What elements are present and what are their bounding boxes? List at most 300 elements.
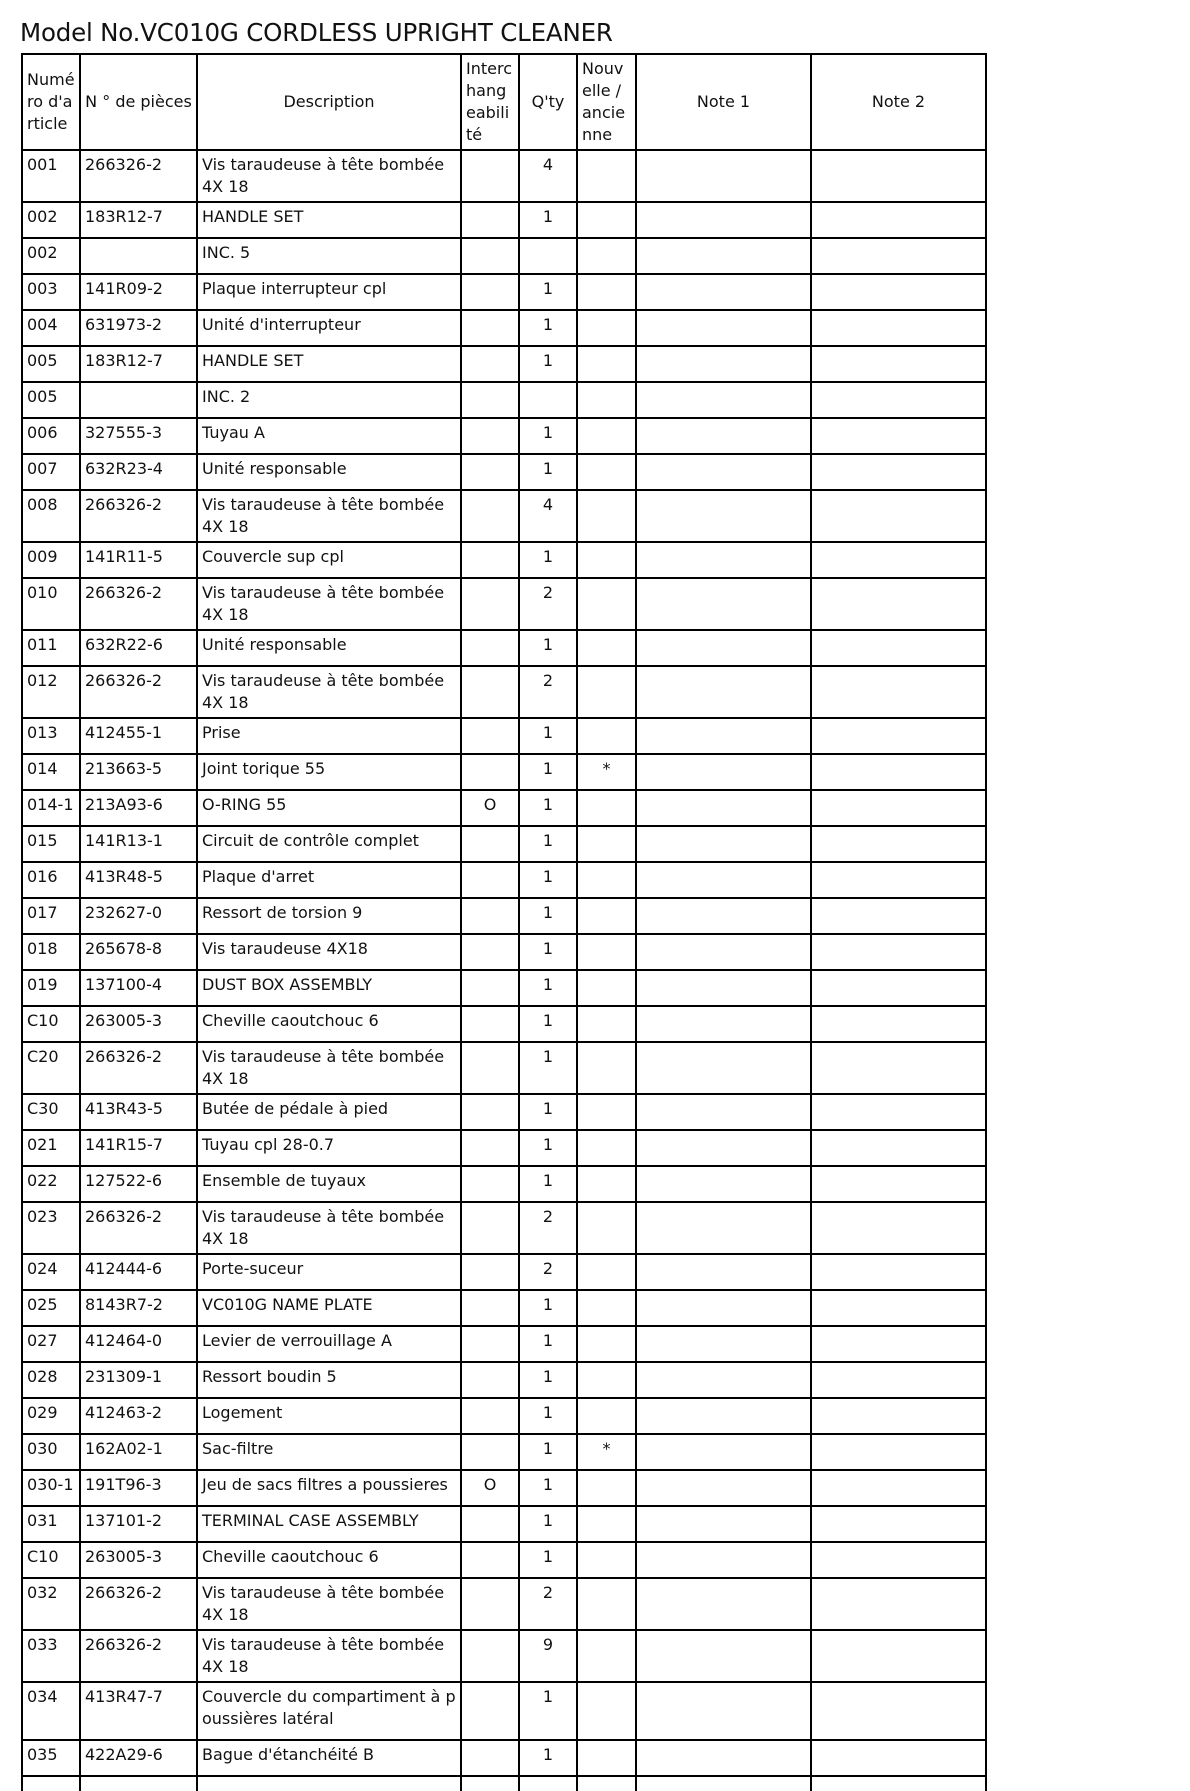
table-row	[22, 1506, 986, 1542]
cell-description: Vis taraudeuse à tête bombée 4X 18	[197, 150, 461, 202]
cell-description: Ressort de torsion 9	[197, 898, 461, 934]
cell-qty: 1	[519, 310, 577, 346]
cell-qty: 1	[519, 1042, 577, 1094]
cell-note2	[811, 1630, 986, 1682]
cell-new-old	[577, 1094, 636, 1130]
cell-description: Vis taraudeuse à tête bombée 4X 18	[197, 490, 461, 542]
cell-note2	[811, 1362, 986, 1398]
cell-new-old	[577, 862, 636, 898]
cell-new-old	[577, 274, 636, 310]
cell-interchangeability	[461, 310, 519, 346]
cell-item-no: 014-1	[22, 790, 80, 826]
cell-note2	[811, 630, 986, 666]
cell-item-no: 027	[22, 1326, 80, 1362]
cell-qty: 4	[519, 490, 577, 542]
table-row	[22, 1254, 986, 1290]
col-header-interchangeability: Interchangeabilité	[461, 54, 519, 150]
cell-interchangeability	[461, 542, 519, 578]
cell-note2	[811, 862, 986, 898]
parts-table-body	[22, 150, 986, 1791]
cell-part-no: 413R48-5	[80, 862, 197, 898]
cell-interchangeability	[461, 1542, 519, 1578]
cell-note2	[811, 1202, 986, 1254]
table-row	[22, 418, 986, 454]
cell-item-no: 005	[22, 346, 80, 382]
cell-part-no: 263005-3	[80, 1006, 197, 1042]
cell-note2	[811, 790, 986, 826]
col-header-item-no: Numéro d'article	[22, 54, 80, 150]
cell-part-no: 266326-2	[80, 666, 197, 718]
cell-note2	[811, 542, 986, 578]
cell-part-no: 137100-4	[80, 970, 197, 1006]
cell-note2	[811, 1470, 986, 1506]
cell-interchangeability	[461, 1630, 519, 1682]
table-row	[22, 1094, 986, 1130]
cutoff-cell	[811, 1776, 986, 1791]
cell-new-old	[577, 490, 636, 542]
cell-part-no: 137101-2	[80, 1506, 197, 1542]
cell-interchangeability	[461, 630, 519, 666]
table-row	[22, 862, 986, 898]
cell-item-no: 010	[22, 578, 80, 630]
cell-interchangeability	[461, 150, 519, 202]
page-title: Model No.VC010G CORDLESS UPRIGHT CLEANER	[20, 18, 613, 47]
cell-note2	[811, 274, 986, 310]
table-row	[22, 1398, 986, 1434]
cell-note1	[636, 1578, 811, 1630]
cell-new-old	[577, 1542, 636, 1578]
cell-description: Joint torique 55	[197, 754, 461, 790]
cell-item-no: 029	[22, 1398, 80, 1434]
cell-note1	[636, 970, 811, 1006]
cell-item-no: 004	[22, 310, 80, 346]
cell-qty: 2	[519, 1578, 577, 1630]
table-row	[22, 150, 986, 202]
cell-note1	[636, 490, 811, 542]
cell-note1	[636, 202, 811, 238]
cell-qty: 1	[519, 790, 577, 826]
table-row	[22, 454, 986, 490]
cell-note2	[811, 970, 986, 1006]
cell-description: Tuyau A	[197, 418, 461, 454]
table-header-row	[22, 54, 986, 150]
cell-note1	[636, 1042, 811, 1094]
cell-item-no: 021	[22, 1130, 80, 1166]
table-row	[22, 238, 986, 274]
cell-new-old	[577, 202, 636, 238]
cell-note1	[636, 542, 811, 578]
cell-qty: 1	[519, 1470, 577, 1506]
cell-note1	[636, 790, 811, 826]
cell-item-no: C20	[22, 1042, 80, 1094]
cell-description: Vis taraudeuse à tête bombée 4X 18	[197, 1042, 461, 1094]
cell-note1	[636, 578, 811, 630]
cell-description: TERMINAL CASE ASSEMBLY	[197, 1506, 461, 1542]
cell-qty: 2	[519, 666, 577, 718]
table-row	[22, 898, 986, 934]
cell-qty: 1	[519, 1398, 577, 1434]
cell-item-no: 007	[22, 454, 80, 490]
cell-new-old	[577, 1254, 636, 1290]
cell-new-old	[577, 1042, 636, 1094]
cell-note2	[811, 238, 986, 274]
cell-note1	[636, 346, 811, 382]
cell-description: Jeu de sacs filtres a poussieres	[197, 1470, 461, 1506]
cell-qty: 1	[519, 346, 577, 382]
cell-qty: 2	[519, 578, 577, 630]
cell-new-old	[577, 310, 636, 346]
cell-description: Sac-filtre	[197, 1434, 461, 1470]
cell-note1	[636, 1506, 811, 1542]
cell-part-no: 8143R7-2	[80, 1290, 197, 1326]
cell-description: HANDLE SET	[197, 202, 461, 238]
cell-new-old	[577, 1470, 636, 1506]
cell-description: Couvercle du compartiment à poussières latéral	[197, 1682, 461, 1740]
cell-interchangeability	[461, 1362, 519, 1398]
table-row	[22, 346, 986, 382]
cutoff-cell	[519, 1776, 577, 1791]
cell-new-old	[577, 1362, 636, 1398]
table-row	[22, 542, 986, 578]
cell-qty: 2	[519, 1254, 577, 1290]
cell-note2	[811, 666, 986, 718]
cell-note1	[636, 1630, 811, 1682]
cell-note1	[636, 454, 811, 490]
cell-item-no: 013	[22, 718, 80, 754]
cell-item-no: 014	[22, 754, 80, 790]
cell-part-no: 412444-6	[80, 1254, 197, 1290]
cell-interchangeability	[461, 454, 519, 490]
cell-interchangeability	[461, 934, 519, 970]
cell-description: Plaque d'arret	[197, 862, 461, 898]
cell-qty: 1	[519, 1434, 577, 1470]
cell-new-old: *	[577, 1434, 636, 1470]
cell-new-old	[577, 1202, 636, 1254]
table-row	[22, 1006, 986, 1042]
col-header-description: Description	[197, 54, 461, 150]
cell-note1	[636, 630, 811, 666]
cell-item-no: 008	[22, 490, 80, 542]
cell-interchangeability	[461, 1006, 519, 1042]
cell-description: Butée de pédale à pied	[197, 1094, 461, 1130]
cell-part-no: 632R23-4	[80, 454, 197, 490]
cell-item-no: 023	[22, 1202, 80, 1254]
cell-part-no: 183R12-7	[80, 202, 197, 238]
cell-item-no: 003	[22, 274, 80, 310]
cell-note2	[811, 418, 986, 454]
cell-description: Cheville caoutchouc 6	[197, 1542, 461, 1578]
cell-item-no: 019	[22, 970, 80, 1006]
cell-item-no: 035	[22, 1740, 80, 1776]
cutoff-cell	[80, 1776, 197, 1791]
cell-interchangeability	[461, 862, 519, 898]
cell-item-no: 018	[22, 934, 80, 970]
cell-note2	[811, 1166, 986, 1202]
cell-interchangeability	[461, 238, 519, 274]
cell-interchangeability	[461, 1130, 519, 1166]
cell-interchangeability	[461, 578, 519, 630]
cell-description: INC. 5	[197, 238, 461, 274]
cell-new-old	[577, 666, 636, 718]
cell-item-no: C10	[22, 1542, 80, 1578]
col-header-new-old: Nouvelle / ancienne	[577, 54, 636, 150]
cell-note2	[811, 1094, 986, 1130]
cell-item-no: 006	[22, 418, 80, 454]
cell-note2	[811, 1398, 986, 1434]
cell-part-no: 412455-1	[80, 718, 197, 754]
table-row	[22, 754, 986, 790]
cell-interchangeability	[461, 382, 519, 418]
cell-qty: 1	[519, 274, 577, 310]
cell-new-old	[577, 1398, 636, 1434]
cell-interchangeability	[461, 418, 519, 454]
table-row	[22, 1362, 986, 1398]
cell-item-no: 033	[22, 1630, 80, 1682]
cell-part-no: 141R15-7	[80, 1130, 197, 1166]
cell-description: Vis taraudeuse à tête bombée 4X 18	[197, 1578, 461, 1630]
cell-description: Bague d'étanchéité B	[197, 1740, 461, 1776]
cell-qty: 1	[519, 630, 577, 666]
cell-description: Unité responsable	[197, 454, 461, 490]
cell-description: Prise	[197, 718, 461, 754]
cell-interchangeability	[461, 1326, 519, 1362]
cell-part-no: 412464-0	[80, 1326, 197, 1362]
table-row	[22, 666, 986, 718]
table-row	[22, 1470, 986, 1506]
cell-note2	[811, 346, 986, 382]
cell-description: Vis taraudeuse 4X18	[197, 934, 461, 970]
table-row	[22, 1630, 986, 1682]
cell-new-old	[577, 346, 636, 382]
cell-description: Vis taraudeuse à tête bombée 4X 18	[197, 578, 461, 630]
cell-qty: 2	[519, 1202, 577, 1254]
cell-qty: 1	[519, 970, 577, 1006]
cell-note2	[811, 1506, 986, 1542]
table-row	[22, 718, 986, 754]
cell-description: Circuit de contrôle complet	[197, 826, 461, 862]
cell-part-no: 127522-6	[80, 1166, 197, 1202]
cell-part-no: 266326-2	[80, 1578, 197, 1630]
cell-part-no: 213663-5	[80, 754, 197, 790]
cell-item-no: 015	[22, 826, 80, 862]
cell-item-no: 001	[22, 150, 80, 202]
cell-note1	[636, 1094, 811, 1130]
cell-new-old	[577, 718, 636, 754]
cell-note2	[811, 1326, 986, 1362]
col-header-qty: Q'ty	[519, 54, 577, 150]
cell-interchangeability	[461, 1290, 519, 1326]
cell-interchangeability	[461, 1166, 519, 1202]
cell-qty	[519, 238, 577, 274]
table-row	[22, 1434, 986, 1470]
cell-qty: 1	[519, 1542, 577, 1578]
cell-part-no: 191T96-3	[80, 1470, 197, 1506]
cell-part-no: 183R12-7	[80, 346, 197, 382]
cell-description: Unité responsable	[197, 630, 461, 666]
cell-interchangeability	[461, 826, 519, 862]
cell-note1	[636, 862, 811, 898]
cell-note1	[636, 238, 811, 274]
cell-part-no	[80, 238, 197, 274]
cell-description: Logement	[197, 1398, 461, 1434]
cell-interchangeability	[461, 718, 519, 754]
cell-qty: 4	[519, 150, 577, 202]
cell-note1	[636, 1470, 811, 1506]
cell-note2	[811, 310, 986, 346]
cell-part-no: 162A02-1	[80, 1434, 197, 1470]
table-row	[22, 1042, 986, 1094]
cell-note2	[811, 826, 986, 862]
cell-note2	[811, 934, 986, 970]
cell-qty: 1	[519, 1682, 577, 1740]
cell-note1	[636, 150, 811, 202]
cell-note2	[811, 1130, 986, 1166]
cell-qty: 1	[519, 898, 577, 934]
cell-interchangeability	[461, 970, 519, 1006]
cell-interchangeability: O	[461, 1470, 519, 1506]
cell-note1	[636, 1740, 811, 1776]
cell-note1	[636, 1202, 811, 1254]
cell-interchangeability	[461, 490, 519, 542]
cell-description: Vis taraudeuse à tête bombée 4X 18	[197, 666, 461, 718]
cell-note2	[811, 718, 986, 754]
cell-note1	[636, 1362, 811, 1398]
cell-note1	[636, 274, 811, 310]
cell-qty: 1	[519, 1740, 577, 1776]
cell-part-no: 266326-2	[80, 578, 197, 630]
table-row	[22, 490, 986, 542]
cell-new-old	[577, 454, 636, 490]
cell-note1	[636, 1130, 811, 1166]
cell-item-no: 028	[22, 1362, 80, 1398]
cell-new-old: *	[577, 754, 636, 790]
cell-qty: 1	[519, 202, 577, 238]
cell-qty: 1	[519, 754, 577, 790]
cell-part-no: 413R47-7	[80, 1682, 197, 1740]
col-header-note1: Note 1	[636, 54, 811, 150]
cell-note2	[811, 578, 986, 630]
cell-note1	[636, 1166, 811, 1202]
cell-note1	[636, 898, 811, 934]
cell-note2	[811, 754, 986, 790]
cell-item-no: 009	[22, 542, 80, 578]
cell-new-old	[577, 934, 636, 970]
cell-interchangeability	[461, 1740, 519, 1776]
cell-note2	[811, 490, 986, 542]
cell-note1	[636, 1290, 811, 1326]
cell-new-old	[577, 1506, 636, 1542]
table-row	[22, 202, 986, 238]
cell-part-no: 266326-2	[80, 1042, 197, 1094]
table-row	[22, 1326, 986, 1362]
cell-new-old	[577, 1290, 636, 1326]
cell-part-no: 327555-3	[80, 418, 197, 454]
cell-new-old	[577, 150, 636, 202]
cell-new-old	[577, 826, 636, 862]
cell-qty: 9	[519, 1630, 577, 1682]
cell-description: VC010G NAME PLATE	[197, 1290, 461, 1326]
cell-part-no: 632R22-6	[80, 630, 197, 666]
cell-qty: 1	[519, 1290, 577, 1326]
cell-interchangeability	[461, 346, 519, 382]
cell-description: Porte-suceur	[197, 1254, 461, 1290]
cell-item-no: 032	[22, 1578, 80, 1630]
cell-new-old	[577, 238, 636, 274]
cell-description: Vis taraudeuse à tête bombée 4X 18	[197, 1202, 461, 1254]
cell-note2	[811, 1290, 986, 1326]
cell-interchangeability	[461, 1094, 519, 1130]
cell-note2	[811, 1740, 986, 1776]
cell-new-old	[577, 418, 636, 454]
cell-item-no: 017	[22, 898, 80, 934]
cell-new-old	[577, 630, 636, 666]
cell-new-old	[577, 578, 636, 630]
table-row	[22, 1290, 986, 1326]
cell-interchangeability	[461, 1578, 519, 1630]
table-row	[22, 630, 986, 666]
cell-new-old	[577, 1578, 636, 1630]
col-header-part-no: N ° de pièces	[80, 54, 197, 150]
table-row	[22, 1578, 986, 1630]
cell-new-old	[577, 542, 636, 578]
cell-qty	[519, 382, 577, 418]
cell-item-no: C10	[22, 1006, 80, 1042]
cell-qty: 1	[519, 1006, 577, 1042]
cutoff-cell	[636, 1776, 811, 1791]
cell-description: Cheville caoutchouc 6	[197, 1006, 461, 1042]
cell-qty: 1	[519, 418, 577, 454]
table-row	[22, 934, 986, 970]
cell-new-old	[577, 898, 636, 934]
table-row	[22, 1202, 986, 1254]
cell-note2	[811, 1042, 986, 1094]
cell-qty: 1	[519, 862, 577, 898]
cell-qty: 1	[519, 1166, 577, 1202]
cell-interchangeability	[461, 274, 519, 310]
cell-qty: 1	[519, 1326, 577, 1362]
cell-interchangeability	[461, 754, 519, 790]
cell-part-no: 265678-8	[80, 934, 197, 970]
cell-item-no: 011	[22, 630, 80, 666]
cell-note1	[636, 382, 811, 418]
cutoff-cell	[197, 1776, 461, 1791]
cell-note2	[811, 1578, 986, 1630]
table-row	[22, 1740, 986, 1776]
cell-new-old	[577, 1130, 636, 1166]
cell-note2	[811, 1682, 986, 1740]
cell-part-no: 266326-2	[80, 1630, 197, 1682]
cell-description: Ressort boudin 5	[197, 1362, 461, 1398]
cell-note1	[636, 418, 811, 454]
cell-description: Ensemble de tuyaux	[197, 1166, 461, 1202]
cell-description: Tuyau cpl 28-0.7	[197, 1130, 461, 1166]
cell-interchangeability	[461, 898, 519, 934]
cell-interchangeability	[461, 1398, 519, 1434]
cell-note2	[811, 1434, 986, 1470]
cell-qty: 1	[519, 1362, 577, 1398]
cell-note2	[811, 202, 986, 238]
table-row	[22, 382, 986, 418]
cell-qty: 1	[519, 826, 577, 862]
cell-description: INC. 2	[197, 382, 461, 418]
cell-note2	[811, 1542, 986, 1578]
cell-note1	[636, 1682, 811, 1740]
cell-interchangeability	[461, 1506, 519, 1542]
cell-new-old	[577, 1630, 636, 1682]
parts-table	[21, 53, 987, 1791]
cell-part-no: 266326-2	[80, 1202, 197, 1254]
cell-item-no: 002	[22, 202, 80, 238]
